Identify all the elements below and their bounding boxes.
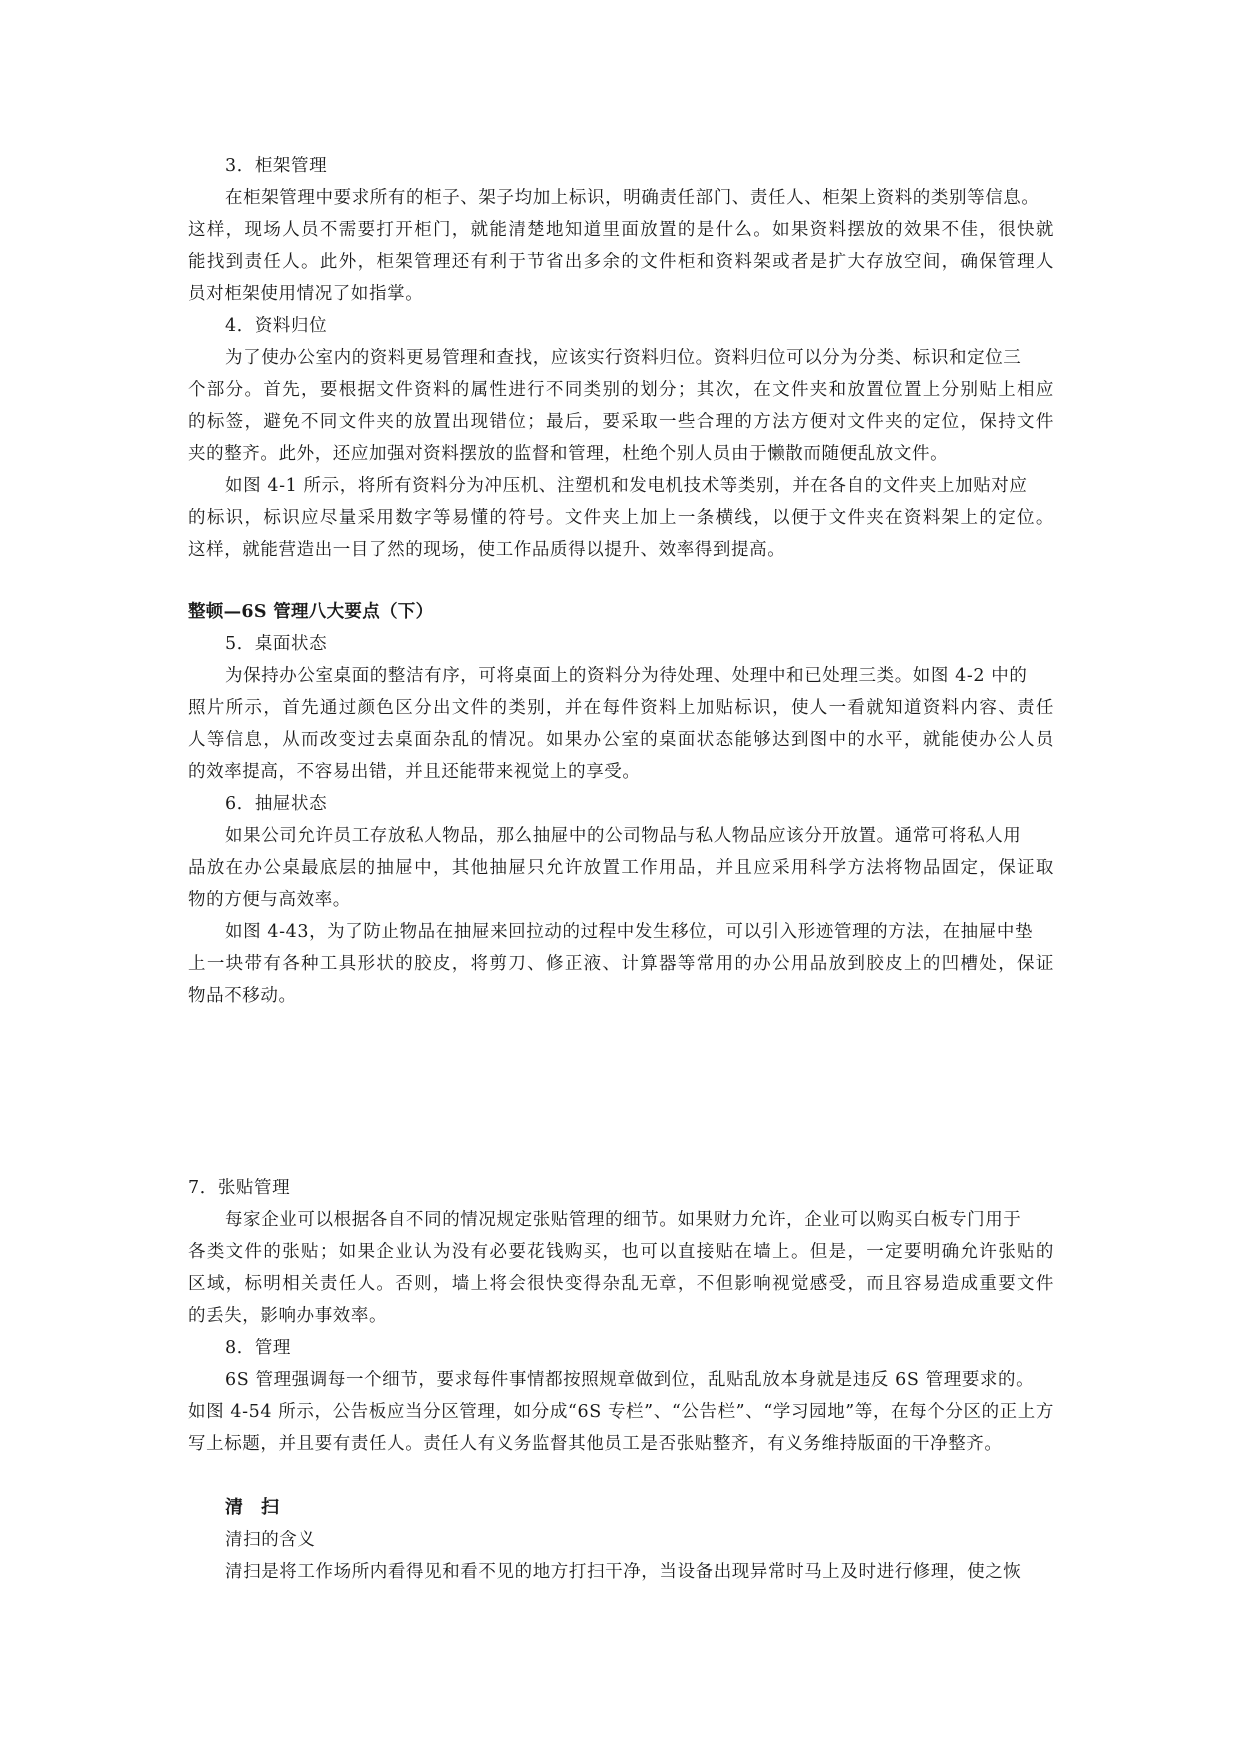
paragraph-line: 这样，现场人员不需要打开柜门，就能清楚地知道里面放置的是什么。如果资料摆放的效果不佳，很快就	[188, 220, 1054, 240]
paragraph-line: 个部分。首先，要根据文件资料的属性进行不同类别的划分；其次，在文件夹和放置位置上分别贴上相应	[188, 380, 1054, 400]
paragraph-line: 如图 4-1 所示，将所有资料分为冲压机、注塑机和发电机技术等类别，并在各自的文件夹上加贴对应	[225, 476, 1028, 496]
paragraph-line: 清扫是将工作场所内看得见和看不见的地方打扫干净，当设备出现异常时马上及时进行修理，使之恢	[225, 1562, 1022, 1582]
cleaning-subtitle: 清扫的含义	[225, 1530, 316, 1550]
paragraph-line: 如果公司允许员工存放私人物品，那么抽屉中的公司物品与私人物品应该分开放置。通常可将私人用	[225, 826, 1022, 846]
paragraph-line: 夹的整齐。此外，还应加强对资料摆放的监督和管理，杜绝个别人员由于懒散而随便乱放文件。	[188, 444, 949, 464]
paragraph-line: 在柜架管理中要求所有的柜子、架子均加上标识，明确责任部门、责任人、柜架上资料的类别等信息。	[225, 188, 1040, 208]
paragraph-line: 各类文件的张贴；如果企业认为没有必要花钱购买，也可以直接贴在墙上。但是，一定要明确允许张贴的	[188, 1242, 1054, 1262]
paragraph-line: 6S 管理强调每一个细节，要求每件事情都按照规章做到位，乱贴乱放本身就是违反 6S 管理要求的。	[225, 1370, 1035, 1390]
paragraph-line: 如图 4-43，为了防止物品在抽屉来回拉动的过程中发生移位，可以引入形迹管理的方法，在抽屉中垫	[225, 922, 1034, 942]
section-5-heading: 5．桌面状态	[225, 634, 328, 654]
paragraph-line: 物品不移动。	[188, 986, 297, 1006]
section-4-heading: 4．资料归位	[225, 316, 328, 336]
paragraph-line: 区域，标明相关责任人。否则，墙上将会很快变得杂乱无章，不但影响视觉感受，而且容易造成重要文件	[188, 1274, 1054, 1294]
paragraph-line: 每家企业可以根据各自不同的情况规定张贴管理的细节。如果财力允许，企业可以购买白板专门用于	[225, 1210, 1022, 1230]
paragraph-line: 如图 4-54 所示，公告板应当分区管理，如分成“6S 专栏”、“公告栏”、“学习园地”等，在每个分区的正上方	[188, 1402, 1054, 1422]
paragraph-line: 照片所示，首先通过颜色区分出文件的类别，并在每件资料上加贴标识，使人一看就知道资料内容、责任	[188, 698, 1054, 718]
paragraph-line: 的丢失，影响办事效率。	[188, 1306, 388, 1326]
section-3-heading: 3．柜架管理	[225, 156, 328, 176]
paragraph-line: 的效率提高，不容易出错，并且还能带来视觉上的享受。	[188, 762, 641, 782]
paragraph-line: 为保持办公室桌面的整洁有序，可将桌面上的资料分为待处理、处理中和已处理三类。如图 4-2 中的	[225, 666, 1028, 686]
paragraph-line: 人等信息，从而改变过去桌面杂乱的情况。如果办公室的桌面状态能够达到图中的水平，就能使办公人员	[188, 730, 1054, 750]
section-8-heading: 8．管理	[225, 1338, 292, 1358]
paragraph-line: 上一块带有各种工具形状的胶皮，将剪刀、修正液、计算器等常用的办公用品放到胶皮上的凹槽处，保证	[188, 954, 1054, 974]
paragraph-line: 能找到责任人。此外，柜架管理还有利于节省出多余的文件柜和资料架或者是扩大存放空间，确保管理人	[188, 252, 1054, 272]
paragraph-line: 这样，就能营造出一目了然的现场，使工作品质得以提升、效率得到提高。	[188, 540, 786, 560]
paragraph-line: 写上标题，并且要有责任人。责任人有义务监督其他员工是否张贴整齐，有义务维持版面的干净整齐。	[188, 1434, 1003, 1454]
paragraph-line: 品放在办公桌最底层的抽屉中，其他抽屉只允许放置工作用品，并且应采用科学方法将物品固定，保证取	[188, 858, 1054, 878]
paragraph-line: 为了使办公室内的资料更易管理和查找，应该实行资料归位。资料归位可以分为分类、标识和定位三	[225, 348, 1022, 368]
section-title: 整顿—6S 管理八大要点（下）	[188, 602, 434, 622]
cleaning-title: 清 扫	[225, 1497, 279, 1518]
paragraph-line: 物的方便与高效率。	[188, 890, 351, 910]
paragraph-line: 的标签，避免不同文件夹的放置出现错位；最后，要采取一些合理的方法方便对文件夹的定位，保持文件	[188, 412, 1054, 432]
section-6-heading: 6．抽屉状态	[225, 794, 328, 814]
paragraph-line: 员对柜架使用情况了如指掌。	[188, 284, 424, 304]
section-7-heading: 7．张贴管理	[188, 1178, 291, 1198]
paragraph-line: 的标识，标识应尽量采用数字等易懂的符号。文件夹上加上一条横线，以便于文件夹在资料架上的定位。	[188, 508, 1054, 528]
